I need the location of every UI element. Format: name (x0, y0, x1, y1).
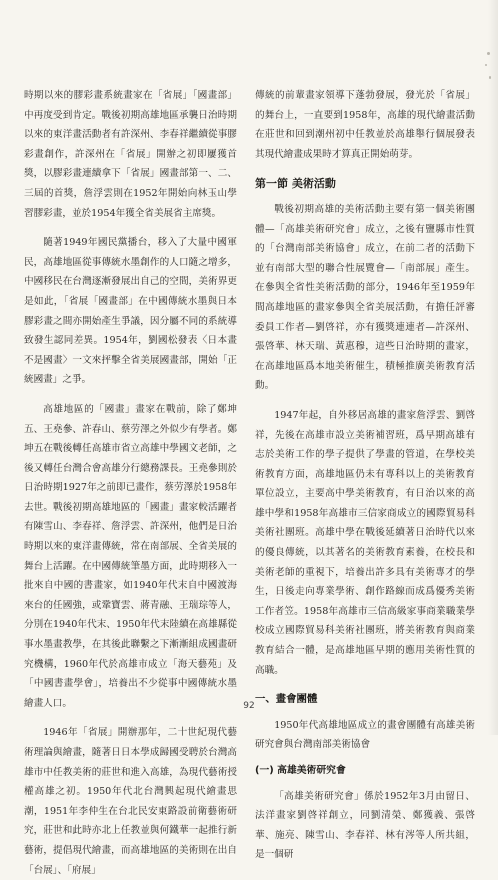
section-title: 第一節 美術活動 (255, 177, 336, 191)
page-number: 92 (243, 701, 255, 711)
paragraph: 戰後初期高雄的美術活動主要有第一個美術團體—「高雄美術研究會」成立，之後有鹽縣市性質的「台灣南部美術協會」成立，在前二者的活動下並有南部大型的聯合性展覽會—「南部展」產生。在參與全省性美術活動的部分，1946年至1959年間高雄地區的畫家參與全省美展活動，有擔任評審委員工作者—劉啓祥，亦有獲獎連連者—許深州、張啓華、林天瑞、黃惠穆，這些日治時期的畫家，在高雄地區爲本地美術催生，積極推廣美術教育活動。 (255, 203, 475, 392)
paper-speck (485, 64, 487, 66)
page-edge-shadow (488, 0, 498, 735)
heading-level-1: 一、畫會團體 (255, 693, 318, 706)
heading-level-2: (一) 高雄美術研究會 (255, 765, 346, 776)
paper-speck (489, 76, 491, 79)
paragraph: 「高雄美術研究會」係於1952年3月由留日、法洋畫家劉啓祥創立，同劉清榮、鄭獲義、張啓華、施亮、陳雪山、李春祥、林有涔等人所共組，是一個研 (255, 790, 475, 861)
paragraph: 傳統的前輩畫家領導下蓬勃發展，發光於「省展」的舞台上，一直要到1958年，高雄的現代繪畫活動在莊世和回到潮州初中任教並於高雄舉行個展發表其現代繪畫成果時才算真正開始萌芽。 (255, 90, 475, 160)
paragraph: 1950年代高雄地區成立的畫會團體有高雄美術研究會與台灣南部美術協會 (255, 719, 475, 751)
left-column (24, 86, 237, 880)
paper-speck (487, 52, 490, 55)
paragraph: 隨著1949年國民黨播台，移入了大量中國軍民，高雄地區從事傳統水墨創作的人口隨之增多，中國移民在台灣逐漸發展出自己的空間，美術界更是如此，「省展「國畫部」在中國傳統水墨與日本膠彩畫之間亦開始產生爭議，因分屬不同的系統導致發生認同差異。1954年，劉國松發表〈日本畫不是國畫〉一文來抨擊全省美展國畫部，開始「正統國畫」之爭。 (24, 237, 237, 386)
paragraph: 1947年起，自外移居高雄的畫家詹浮雲、劉啓祥，先後在高雄市設立美術補習班，爲早期高雄有志於美術工作的學子提供了學畫的管道，在學校美術教育方面，高雄地區仍未有專科以上的美術教育單位設立，主要高中學美術教育，有日治以來的高雄中學和1958年高雄市三信家商成立的國際貿易科美術社團班。高雄中學在戰後延續著日治時代以來的優良傳統，以其著名的美術教育素養，在校長和美術老師的重視下，培養出許多具有美術專才的學生，日後走向專業學術、創作路線而成爲優秀美術工作者笠。1958年高雄市三信高級家事商業職業學校成立國際貿易科美術社團班，將美術教育與商業教育結合一體，是高雄地區早期的應用美術性質的高職。 (255, 409, 475, 676)
right-column (255, 86, 475, 865)
paragraph: 高雄地區的「國畫」畫家在戰前，除了鄭坤五、王堯參、許春山、蔡劳澤之外似少有學者。鄭坤五在戰後轉任高雄市省立高雄中學國文老師，之後又轉任台灣合會高雄分行總務課長。王堯參則於日治時期1927年之前即已畫作，蔡劳澤於1958年去世。戰後初期高雄地區的「國畫」畫家較活躍者有陳雪山、李春祥、詹浮雲、許深州，他們是日治時期以來的東洋畫傳統，常在南部展、全省美展的舞台上活躍。在中國傳統筆墨方面，此時期移入一批來自中國的書畫家，如1940年代末自中國渡海來台的任國強，或鞏寶雲、蔣青融、王瑞琮等人，分別在1940年代末、1950年代末陸續在高雄縣從事水墨畫教學，在其後此聯繫之下漸漸組成國畫研究機構，1960年代於高雄市成立「海天藝苑」及「中國書畫學會」，培養出不少從事中國傳統水墨繪畫人口。 (24, 403, 237, 709)
paragraph: 1946年「省展」開辦那年，二十世紀現代藝術理論與繪畫，隨著日日本學成歸國受聘於台灣高雄市中任教美術的莊世和進入高雄，為現代藝術授權高雄之初。1950年代北台灣興起現代繪畫思潮，1951年李仲生在台北民安東路設前衛藝術研究，莊世和此時亦北上任教並與何鐵華一起推行新藝術，提倡現代繪畫，而高雄地區的美術則在出自「台展」、「府展」 (24, 727, 237, 876)
paragraph: 時期以來的膠彩畫系統畫家在「省展」「國畫部」中再度受到肯定。戰後初期高雄地區承襲日治時期以來的東洋畫活動者有許深州、李春祥繼續從事膠彩畫創作，許深州在「省展」開辦之初即屢獲首獎，以膠彩畫連續拿下「省展」國畫部第一、二、三屆的首獎，詹浮雲則在1952年開始向林玉山學習膠彩畫，並於1954年獲全省美展省主席獎。 (24, 90, 237, 219)
